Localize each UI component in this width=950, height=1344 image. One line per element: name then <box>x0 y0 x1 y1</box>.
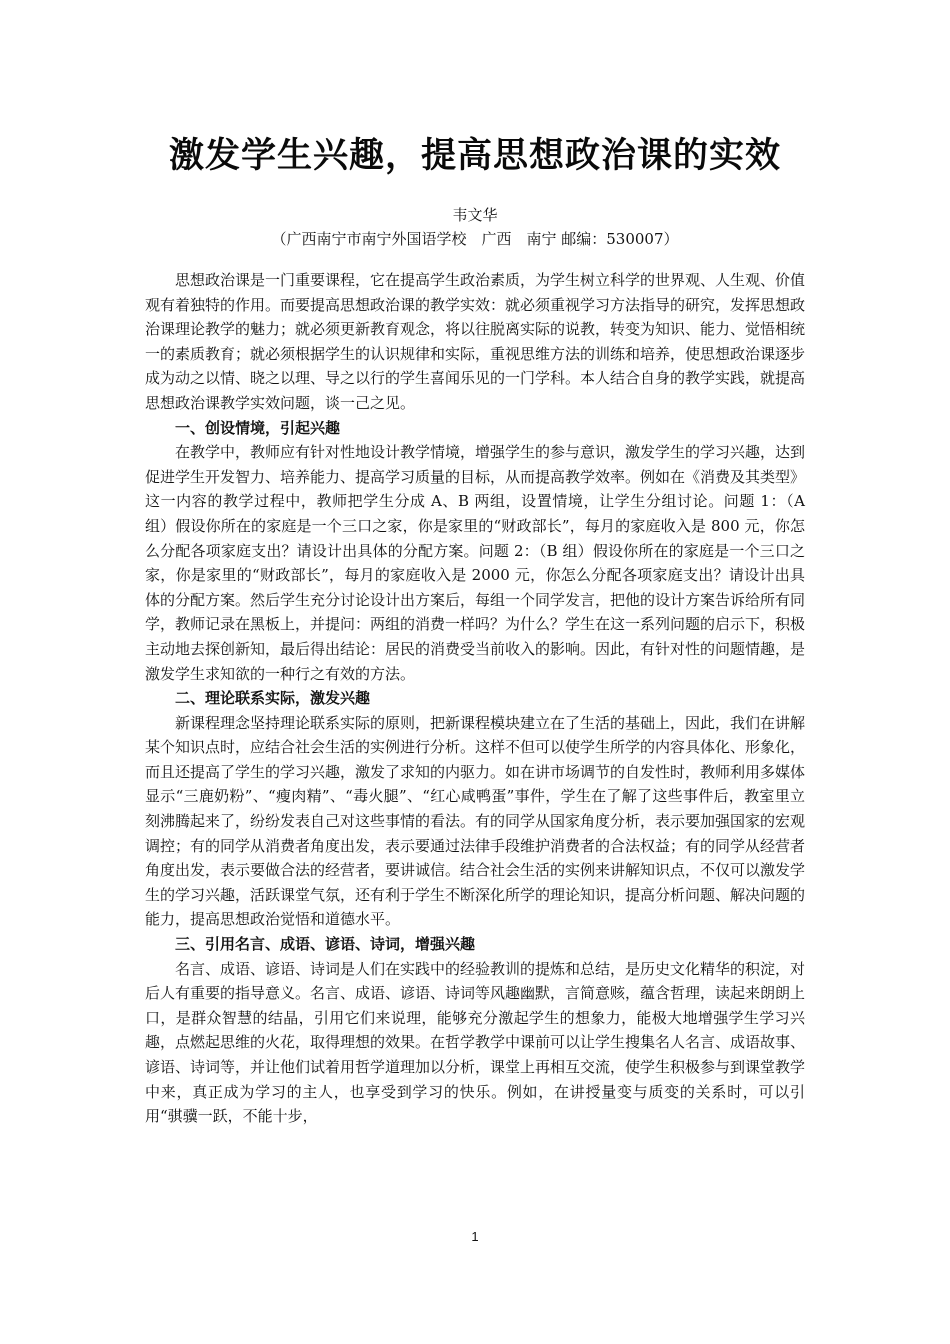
document-body <box>145 268 805 1129</box>
document-title: 激发学生兴趣，提高思想政治课的实效 <box>168 136 781 176</box>
author-affiliation: （广西南宁市南宁外国语学校 广西 南宁 邮编：530007） <box>271 230 679 248</box>
section-heading: 二、理论联系实际，激发兴趣 <box>175 689 371 708</box>
section-heading: 三、引用名言、成语、谚语、诗词，增强兴趣 <box>175 935 476 954</box>
page-number: 1 <box>471 1229 479 1244</box>
section-paragraph: 新课程理念坚持理论联系实际的原则，把新课程模块建立在了生活的基础上，因此，我们在讲解某个知识点时，应结合社会生活的实例进行分析。这样不但可以使学生所学的内容具体化、形象化，而且还提高了学生的学习兴趣，激发了求知的内驱力。如在讲市场调节的自发性时，教师利用多媒体显示“三鹿奶粉”、“瘦肉精”、“毒火腿”、“红心咸鸭蛋”事件，学生在了解了这些事件后，教室里立刻沸腾起来了，纷纷发表自己对这些事情的看法。有的同学从国家角度分析，表示要加强国家的宏观调控；有的同学从消费者角度出发，表示要通过法律手段维护消费者的合法权益；有的同学从经营者角度出发，表示要做合法的经营者，要讲诚信。结合社会生活的实例来讲解知识点，不仅可以激发学生的学习兴趣，活跃课堂气氛，还有利于学生不断深化所学的理论知识，提高分析问题、解决问题的能力，提高思想政治觉悟和道德水平。 <box>145 713 806 929</box>
section-paragraph: 名言、成语、谚语、诗词是人们在实践中的经验教训的提炼和总结，是历史文化精华的积淀，对后人有重要的指导意义。名言、成语、谚语、诗词等风趣幽默，言简意赅，蕴含哲理，读起来朗朗上口，是群众智慧的结晶，引用它们来说理，能够充分激起学生的想象力，能极大地增强学生学习兴趣，点燃起思维的火花，取得理想的效果。在哲学教学中课前可以让学生搜集名人名言、成语故事、谚语、诗词等，并让他们试着用哲学道理加以分析，课堂上再相互交流，使学生积极参与到课堂教学中来，真正成为学习的主人，也享受到学习的快乐。例如，在讲授量变与质变的关系时，可以引用“骐骥一跃，不能十步， <box>145 959 806 1126</box>
author-name: 韦文华 <box>452 206 498 224</box>
section-paragraph: 在教学中，教师应有针对性地设计教学情境，增强学生的参与意识，激发学生的学习兴趣，达到促进学生开发智力、培养能力、提高学习质量的目标，从而提高教学效率。例如在《消费及其类型》这一内容的教学过程中，教师把学生分成 A、B 两组，设置情境，让学生分组讨论。问题 1：（A 组）假设你所在的家庭是一个三口之家，你是家里的“财政部长”，每月的家庭收入是 800 元，你怎么分配各项家庭支出？请设计出具体的分配方案。问题 2：（B 组）假设你所在的家庭是一个三口之家，你是家里的“财政部长”，每月的家庭收入是 2000 元，你怎么分配各项家庭支出？请设计出具体的分配方案。然后学生充分讨论设计出方案后，每组一个同学发言，把他的设计方案告诉给所有同学，教师记录在黑板上，并提问：两组的消费一样吗？为什么？学生在这一系列问题的启示下，积极主动地去探创新知，最后得出结论：居民的消费受当前收入的影响。因此，有针对性的问题情趣，是激发学生求知欲的一种行之有效的方法。 <box>145 443 806 683</box>
section-heading: 一、创设情境，引起兴趣 <box>175 418 341 437</box>
intro-paragraph: 思想政治课是一门重要课程，它在提高学生政治素质，为学生树立科学的世界观、人生观、价值观有着独特的作用。而要提高思想政治课的教学实效：就必须重视学习方法指导的研究，发挥思想政治课理论教学的魅力；就必须更新教育观念，将以往脱离实际的说教，转变为知识、能力、觉悟相统一的素质教育；就必须根据学生的认识规律和实际，重视思维方法的训练和培养，使思想政治课逐步成为动之以情、晓之以理、导之以行的学生喜闻乐见的一门学科。本人结合自身的教学实践，就提高思想政治课教学实效问题，谈一己之见。 <box>145 271 806 412</box>
